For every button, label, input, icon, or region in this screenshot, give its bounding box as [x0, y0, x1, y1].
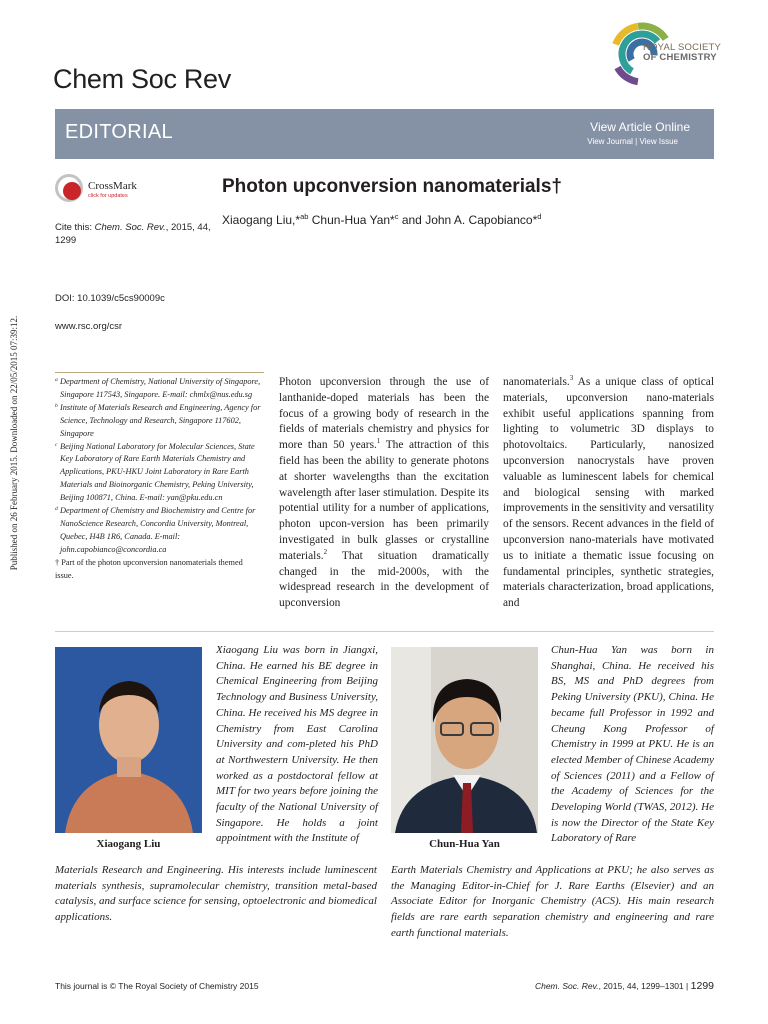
- footer-separator: |: [686, 981, 689, 991]
- author-name[interactable]: John A. Capobianco*: [425, 213, 538, 227]
- editorial-banner: [55, 109, 714, 159]
- cite-rest: , 2015, 44, 1299: [55, 222, 211, 246]
- rsc-line2: OF CHEMISTRY: [643, 51, 717, 63]
- bio-liu-part2: Materials Research and Engineering. His interests include luminescent materials synthesis, supramolecular chemistry, transition metal-based catalysis, and surface science for sensing, optoelectronic and biomedical applications.: [55, 864, 377, 924]
- rsc-wordmark: [643, 43, 721, 62]
- affiliation-item: c Beijing National Laboratory for Molecular Sciences, State Key Laboratory of Rare Earth Materials Chemistry and Applications, PKU-HKU Joint Laboratory in Rare Earth Materials and Bioinorganic Chemistry, Peking University, Beijing 100871, China. E-mail: yan@pku.edu.cn: [55, 441, 255, 503]
- divider: [55, 631, 714, 632]
- crossmark-icon: [55, 174, 83, 202]
- article-type-label: EDITORIAL: [65, 121, 173, 143]
- author-conjunction: and: [401, 213, 422, 227]
- author-photo-yan: [391, 647, 538, 833]
- bio-yan-part2: Earth Materials Chemistry and Applications at PKU; he also serves as the Managing Editor-in-Chief for J. Rare Earths (Elsevier) and an Associate Editor for Inorganic Chemistry (ACS). His main research fields are rare earth separation chemistry and engineering and rare earth functional materials.: [391, 864, 714, 939]
- author-name[interactable]: Xiaogang Liu,*: [222, 213, 301, 227]
- doi[interactable]: DOI: 10.1039/c5cs90009c: [55, 293, 165, 304]
- cite-prefix: Cite this:: [55, 222, 95, 233]
- affiliations: [55, 376, 262, 583]
- crossmark-badge[interactable]: [55, 174, 155, 206]
- divider: [55, 372, 264, 373]
- affiliation-item: a Department of Chemistry, National University of Singapore, Singapore 117543, Singapore. E-mail: chmlx@nus.edu.sg: [55, 377, 261, 399]
- body-column-right: nanomaterials.$^3$ As a unique class of optical materials, upconversion nano-materials exhibit useful applications spanning from lighting to volumetric 3D displays to photovoltaics. Particularly, nanosized upconversion nanocrystals have proven valuable as luminescent labels for chemical and biological sensing with marked improvements in the sensitivity and versatility of the sensors. Recent advances in the field of upconversion nano-materials have motivated us to initiate a thematic issue focusing on fundamental principles, synthetic strategies, materials characterization, broad applications, and: [503, 374, 715, 610]
- publication-sidebar: [7, 295, 21, 590]
- photo-caption-liu: Xiaogang Liu: [96, 838, 161, 850]
- crossmark-word: CrossMark: [88, 180, 137, 192]
- footer-journal: Chem. Soc. Rev.: [534, 981, 599, 991]
- bio-liu-part1: Xiaogang Liu was born in Jiangxi, China. He earned his BE degree in Chemical Engineering from Beijing Technology and Business University, China. He received his MS degree in Chemistry from East Carolina University and com-pleted his PhD at Northwestern University. He then worked as a postdoctoral fellow at MIT for two years before joining the faculty of the National University of Singapore. He holds a joint appointment with the Institute of: [216, 644, 378, 845]
- ref-link[interactable]: 3: [569, 374, 574, 383]
- author-name[interactable]: Chun-Hua Yan*: [311, 213, 395, 227]
- view-article-online-link[interactable]: View Article Online: [590, 120, 690, 134]
- view-links: [587, 137, 678, 146]
- page-footer: [505, 980, 714, 992]
- journal-url[interactable]: www.rsc.org/csr: [55, 321, 123, 332]
- view-journal-link[interactable]: View Journal: [587, 137, 633, 146]
- author-affil: c: [394, 212, 399, 221]
- article-title: Photon upconversion nanomaterials†: [222, 176, 562, 197]
- ref-link[interactable]: 2: [323, 547, 328, 556]
- author-list: [222, 212, 541, 227]
- view-issue-link[interactable]: View Issue: [639, 137, 678, 146]
- author-affil: d: [537, 212, 542, 221]
- author-photo-liu: [55, 647, 202, 833]
- view-links-separator: |: [632, 137, 640, 146]
- author-affil: ab: [300, 212, 309, 221]
- crossmark-sub: click for updates: [88, 193, 128, 199]
- rsc-line1: ROYAL SOCIETY: [643, 42, 722, 53]
- affiliation-item: b Institute of Materials Research and Engineering, Agency for Science, Technology and Research, Singapore 117602, Singapore: [55, 402, 261, 438]
- bio-yan-part1: Chun-Hua Yan was born in Shanghai, China. He received his BS, MS and PhD degrees from Peking University (PKU), China. He became full Professor in 1992 and Cheung Kong Professor of Chemistry in 1999 at PKU. He is an elected Member of Chinese Academy of Sciences (2011) and a Fellow of the Academy of Sciences for the Developing World (TWAS, 2012). He is now the Director of the State Key Laboratory of Rare: [551, 644, 714, 845]
- photo-caption-yan: Chun-Hua Yan: [429, 838, 500, 850]
- affiliation-item: d Department of Chemistry and Biochemistry and Centre for NanoScience Research, Concordia University, Montreal, Quebec, H4B 1R6, Canada. E-mail: john.capobianco@concordia.ca: [55, 506, 256, 554]
- ref-link[interactable]: 1: [376, 437, 381, 446]
- body-column-left: Photon upconversion through the use of lanthanide-doped materials has been the focus of a growing body of research in the fields of materials chemistry and physics for more than 50 years.$^1$ The attraction of this field has been the ability to generate photons at shorter wavelengths than the excitation wavelength after laser stimulation. Despite its potential utility for a number of applications, photon upcon-version has been primarily investigated in bulk glasses or crystalline materials.$^2$ That situation dramatically changed in the mid-2000s, with the widespread research in the development of upconversion: [279, 376, 489, 610]
- themed-issue-footnote: † Part of the photon upconversion nanomaterials themed issue.: [55, 557, 243, 580]
- citation: [55, 221, 215, 247]
- page-number: 1299: [690, 980, 714, 992]
- footer-volume: , 2015, 44, 1299–1301: [598, 981, 684, 991]
- cite-journal: Chem. Soc. Rev.: [94, 222, 166, 233]
- journal-title: Chem Soc Rev: [53, 64, 231, 94]
- copyright-footer: This journal is © The Royal Society of Chemistry 2015: [55, 981, 259, 991]
- publication-note: Published on 26 February 2015. Downloaded on 22/05/2015 07:39:12.: [9, 315, 19, 570]
